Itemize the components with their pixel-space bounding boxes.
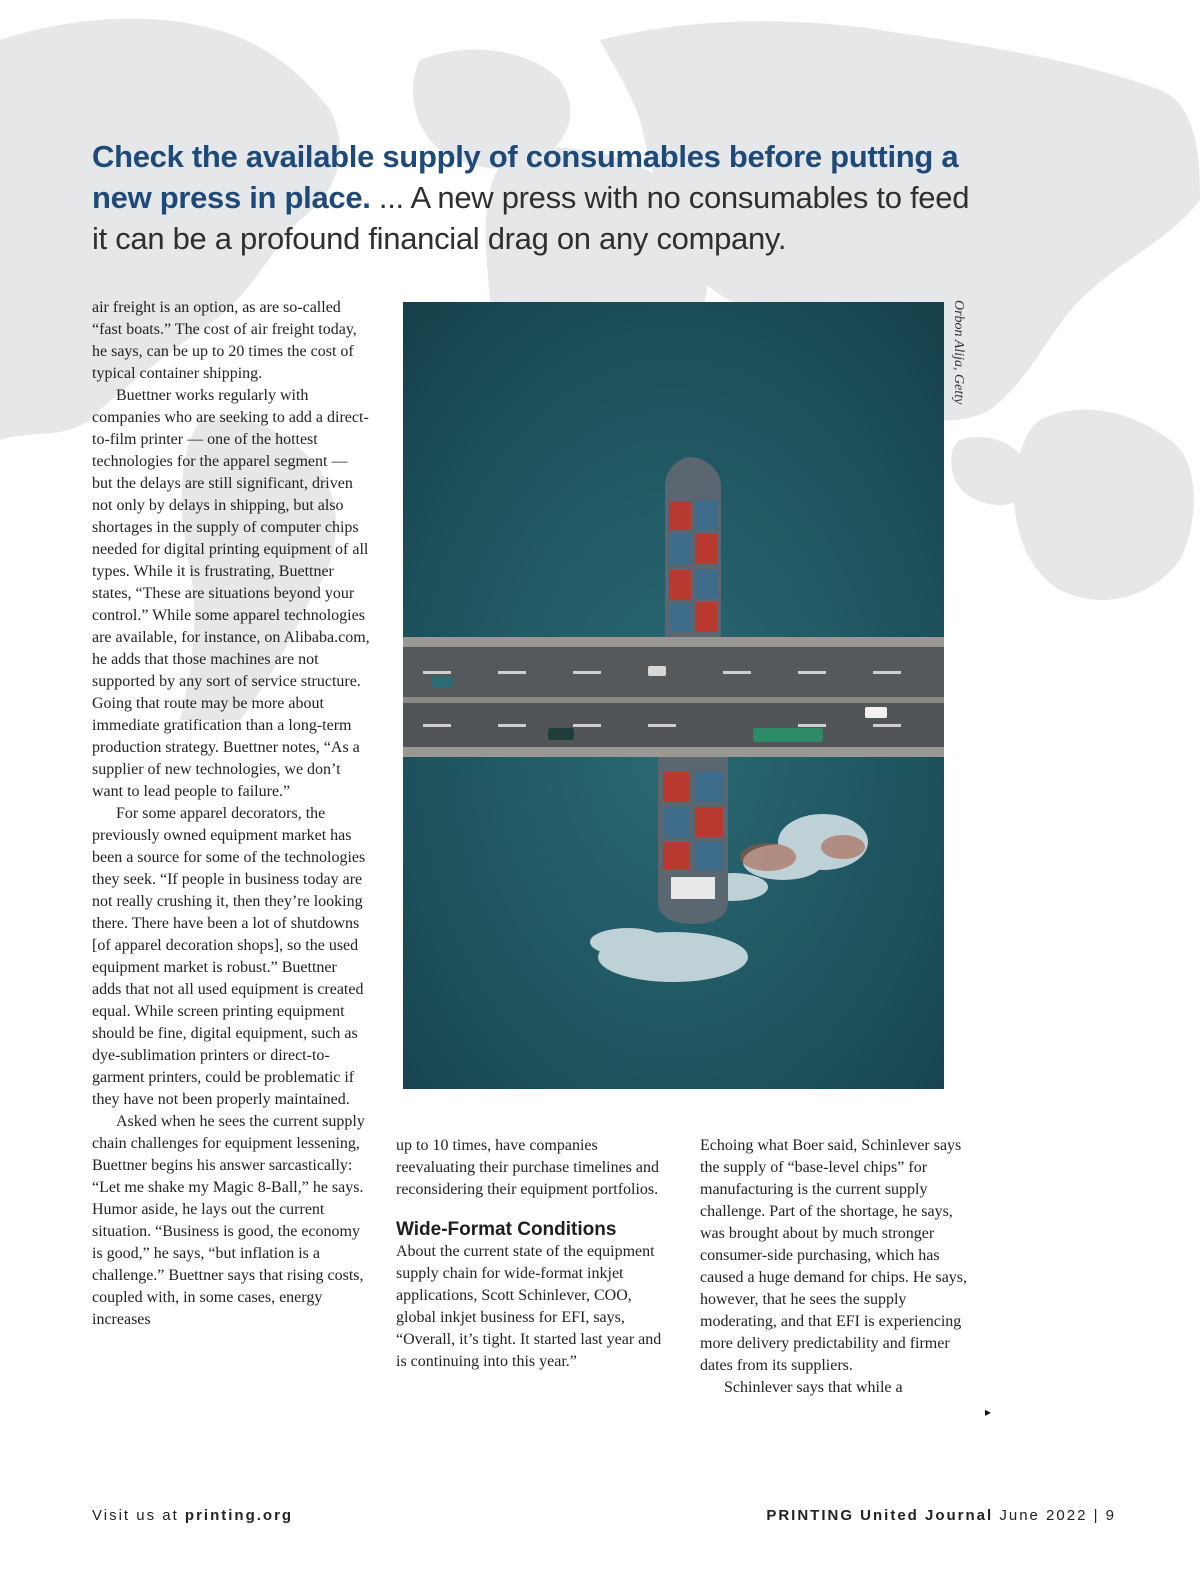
paragraph: Asked when he sees the current supply chain challenges for equipment lessening, Buettner begins his answer sarcastically: “Let me shake my Magic 8-Ball,” he says. Humor aside, he lays out the current situation. “Business is good, the economy is good,” he says, “but inflation is a challenge.” Buettner says that rising costs, coupled with, in some cases, energy increases [92,1113,365,1328]
cargo-ship-bridge-photo [403,302,944,1089]
paragraph: air freight is an option, as are so-called “fast boats.” The cost of air freight today, he says, can be up to 20 times the cost of typical container shipping. [92,299,357,382]
footer-visit-label: Visit us at [92,1507,185,1524]
paragraph: Buettner works regularly with companies who are seeking to add a direct-to-film printer — one of the hottest technologies for the apparel segment — but the delays are still significant, driven not only by delays in shipping, but also shortages in the supply of computer chips needed for digital printing equipment of all types. While it is frustrating, Buettner states, “These are situations beyond your control.” While some apparel technologies are available, for instance, on Alibaba.com, he adds that those machines are not supported by any sort of service structure. Going that route may be more about immediate gratification than a long-term production strategy. Buettner notes, “As a supplier of new technologies, we don’t want to lead people to failure.” [92,387,370,800]
pull-quote [92,136,972,259]
article-column-2 [396,1135,664,1373]
paragraph: About the current state of the equipment supply chain for wide-format inkjet applications, Scott Schinlever, COO, global inkjet business for EFI, says, “Overall, it’s tight. It started last year and is continuing into this year.” [396,1243,662,1370]
continue-arrow-icon: ▸ [985,1405,992,1419]
footer-issue-page: June 2022 | 9 [993,1507,1116,1524]
pull-quote-rest: ... A new press with no consumables to feed it can be a profound financial drag on any company. [92,180,970,256]
pull-quote-highlight: Check the available supply of consumables before putting a new press in place. [92,139,959,215]
article-column-1 [92,297,370,1331]
footer-site-link[interactable]: printing.org [184,1507,294,1524]
paragraph: Schinlever says that while a [724,1379,903,1396]
footer-website [92,1507,293,1524]
footer-folio [766,1507,1116,1524]
article-column-3 [700,1135,978,1399]
section-subhead: Wide-Format Conditions [396,1219,617,1240]
photo-credit: Orbon Alija, Getty [951,300,966,405]
paragraph: Echoing what Boer said, Schinlever says the supply of “base-level chips” for manufacturing is the current supply challenge. Part of the shortage, he says, was brought about by much stronger consumer-side purchasing, which has caused a huge demand for chips. He says, however, that he sees the supply moderating, and that EFI is experiencing more delivery predictability and firmer dates from its suppliers. [700,1137,968,1374]
footer-publication: PRINTING United Journal [766,1507,994,1524]
paragraph: up to 10 times, have companies reevaluating their purchase timelines and reconsidering their equipment portfolios. [396,1137,660,1198]
paragraph: For some apparel decorators, the previously owned equipment market has been a source for some of the technologies they seek. “If people in business today are not really crushing it, then they’re looking there. There have been a lot of shutdowns [of apparel decoration shops], so the used equipment market is robust.” Buettner adds that not all used equipment is created equal. While screen printing equipment should be fine, digital equipment, such as dye-sublimation printers or direct-to-garment printers, could be problematic if they have not been properly maintained. [92,805,366,1108]
